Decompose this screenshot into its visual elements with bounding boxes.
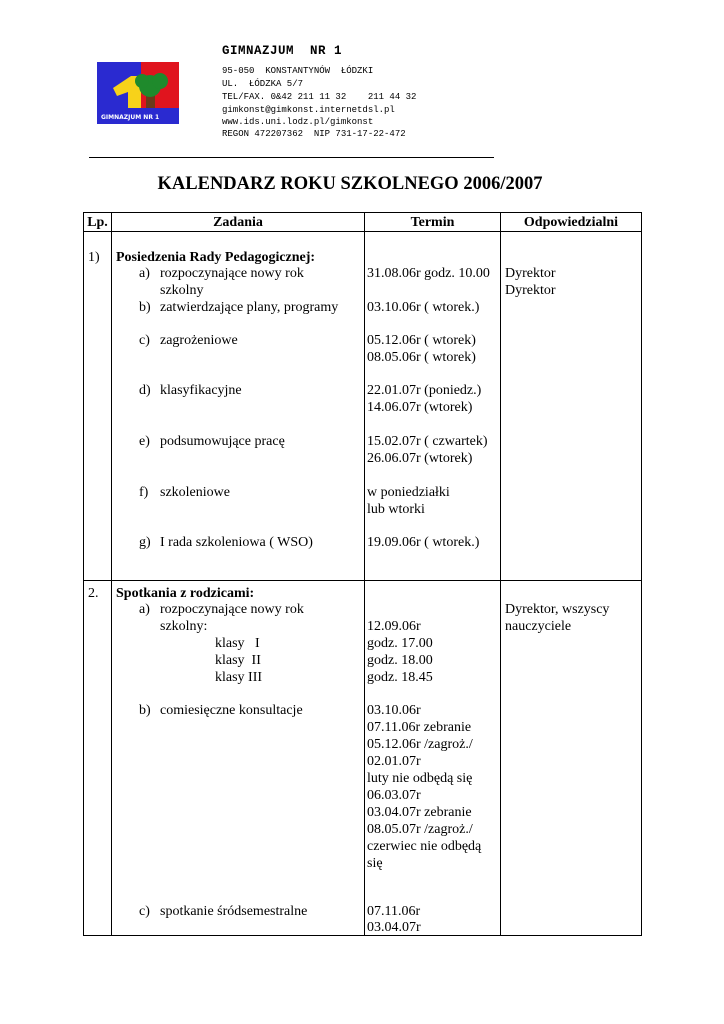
column-divider [364, 213, 365, 935]
calendar-table [83, 212, 642, 936]
email-line: gimkonst@gimkonst.internetdsl.pl [222, 105, 395, 115]
term-value: 07.11.06r [367, 904, 421, 919]
item-marker: b) [139, 703, 151, 718]
col-header-lp: Lp. [87, 215, 108, 230]
street-line: UL. ŁÓDZKA 5/7 [222, 79, 304, 89]
term-value: czerwiec nie odbędą [367, 839, 482, 854]
term-value: w poniedziałki [367, 485, 450, 500]
item-marker: d) [139, 383, 151, 398]
row-divider [84, 580, 641, 581]
item-marker: a) [139, 266, 150, 281]
item-marker: b) [139, 300, 151, 315]
task-item: klasy III [215, 670, 263, 685]
task-item: szkolny: [160, 619, 208, 634]
task-item: klasy I [215, 636, 260, 651]
term-value: 02.01.07r [367, 754, 421, 769]
item-marker: e) [139, 434, 150, 449]
responsible-value: Dyrektor [505, 283, 556, 298]
item-marker: c) [139, 904, 150, 919]
term-value: 05.12.06r /zagroż./ [367, 737, 473, 752]
col-header-responsible: Odpowiedzialni [523, 215, 619, 230]
col-header-tasks: Zadania [213, 215, 263, 230]
page-title: KALENDARZ ROKU SZKOLNEGO 2006/2007 [157, 174, 543, 194]
section-heading: Spotkania z rodzicami: [116, 586, 255, 601]
task-item: szkolny [160, 283, 204, 298]
row-number: 1) [88, 250, 100, 265]
term-value: godz. 18.45 [367, 670, 433, 685]
task-item: rozpoczynające nowy rok [160, 266, 304, 281]
responsible-value: Dyrektor [505, 266, 556, 281]
task-item: rozpoczynające nowy rok [160, 602, 304, 617]
column-divider [500, 213, 501, 935]
task-item: comiesięczne konsultacje [160, 703, 303, 718]
responsible-value: Dyrektor, wszyscy [505, 602, 610, 617]
term-value: 03.04.07r [367, 920, 421, 935]
term-value: 19.09.06r ( wtorek.) [367, 535, 480, 550]
responsible-value: nauczyciele [505, 619, 572, 634]
section-heading: Posiedzenia Rady Pedagogicznej: [116, 250, 316, 265]
task-item: spotkanie śródsemestralne [160, 904, 308, 919]
term-value: 08.05.07r /zagroż./ [367, 822, 473, 837]
item-marker: c) [139, 333, 150, 348]
item-marker: a) [139, 602, 150, 617]
term-value: 05.12.06r ( wtorek) [367, 333, 476, 348]
school-logo [97, 62, 179, 124]
website-line: www.ids.uni.lodz.pl/gimkonst [222, 117, 374, 127]
regon-line: REGON 472207362 NIP 731-17-22-472 [222, 129, 406, 139]
term-value: 12.09.06r [367, 619, 421, 634]
header-row-divider [84, 231, 641, 232]
address-line: 95-050 KONSTANTYNÓW ŁÓDZKI [222, 66, 374, 76]
term-value: 07.11.06r zebranie [367, 720, 472, 735]
task-item: I rada szkoleniowa ( WSO) [160, 535, 313, 550]
header-divider [89, 157, 494, 158]
column-divider [111, 213, 112, 935]
term-value: godz. 17.00 [367, 636, 433, 651]
term-value: lub wtorki [367, 502, 425, 517]
term-value: 14.06.07r (wtorek) [367, 400, 473, 415]
term-value: 06.03.07r [367, 788, 421, 803]
term-value: godz. 18.00 [367, 653, 433, 668]
term-value: 03.04.07r zebranie [367, 805, 472, 820]
task-item: klasyfikacyjne [160, 383, 242, 398]
term-value: 03.10.06r [367, 703, 421, 718]
school-name: GIMNAZJUM NR 1 [222, 44, 343, 58]
task-item: zatwierdzające plany, programy [160, 300, 339, 315]
item-marker: f) [139, 485, 149, 500]
term-value: 22.01.07r (poniedz.) [367, 383, 482, 398]
term-value: się [367, 856, 383, 871]
task-item: zagrożeniowe [160, 333, 238, 348]
phone-line: TEL/FAX. 0&42 211 11 32 211 44 32 [222, 92, 417, 102]
term-value: luty nie odbędą się [367, 771, 473, 786]
col-header-term: Termin [410, 215, 455, 230]
logo-text: GIMNAZJUM NR 1 [101, 114, 160, 121]
term-value: 26.06.07r (wtorek) [367, 451, 473, 466]
task-item: szkoleniowe [160, 485, 230, 500]
term-value: 15.02.07r ( czwartek) [367, 434, 488, 449]
term-value: 03.10.06r ( wtorek.) [367, 300, 480, 315]
item-marker: g) [139, 535, 151, 550]
task-item: podsumowujące pracę [160, 434, 285, 449]
row-number: 2. [88, 586, 99, 601]
task-item: klasy II [215, 653, 261, 668]
term-value: 31.08.06r godz. 10.00 [367, 266, 490, 281]
term-value: 08.05.06r ( wtorek) [367, 350, 476, 365]
